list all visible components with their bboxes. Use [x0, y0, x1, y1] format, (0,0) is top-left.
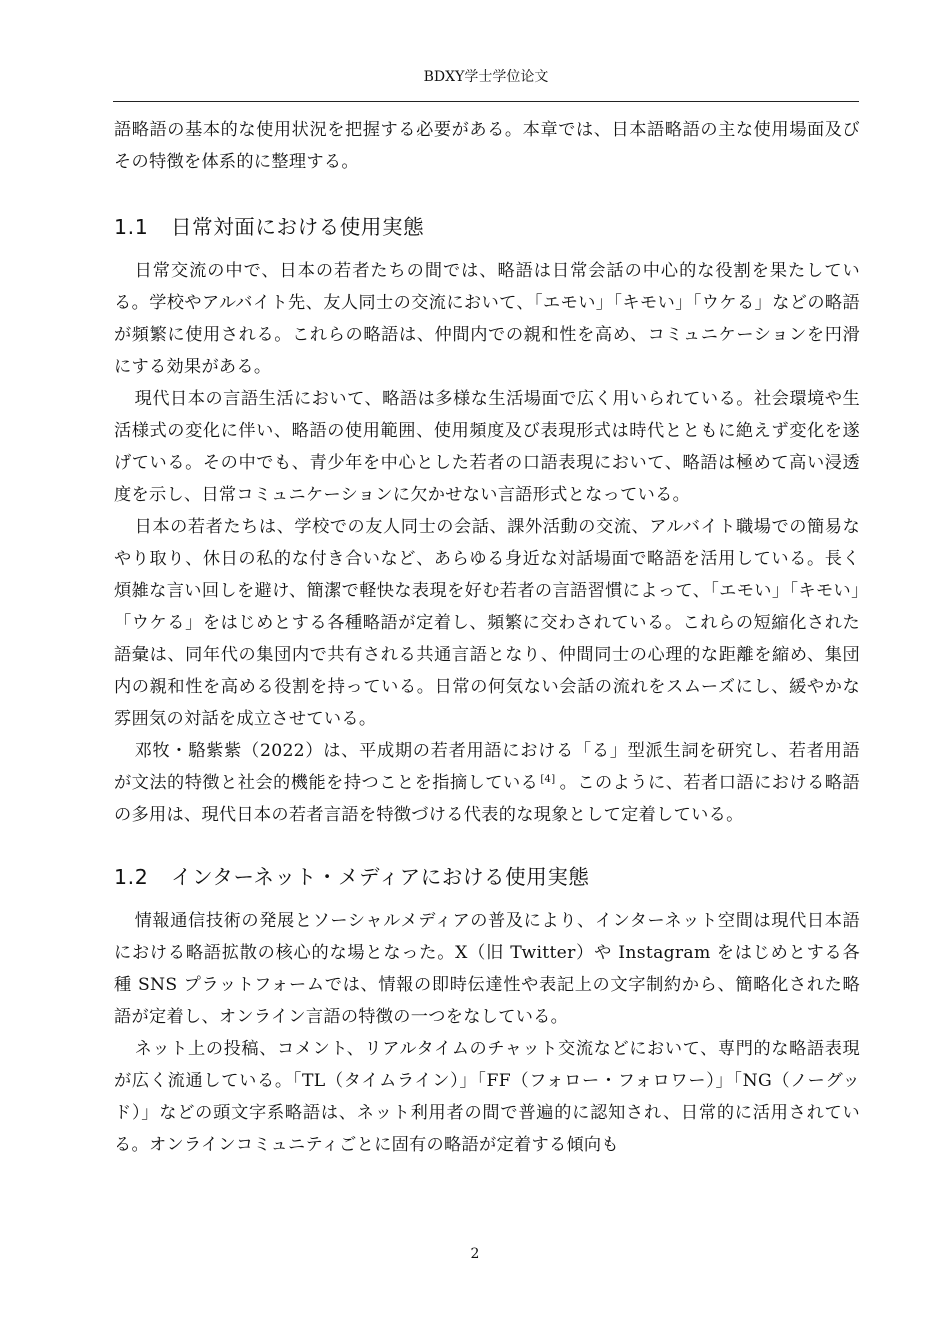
- paragraph: 日常交流の中で、日本の若者たちの間では、略語は日常会話の中心的な役割を果たしている。学校やアルバイト先、友人同士の交流において、「エモい」「キモい」「ウケる」などの略語が頻繁に使用される。これらの略語は、仲間内での親和性を高め、コミュニケーションを円滑にする効果がある。: [114, 261, 860, 377]
- page-body: [114, 114, 860, 1161]
- paragraph: 日本の若者たちは、学校での友人同士の会話、課外活動の交流、アルバイト職場での簡易なやり取り、休日の私的な付き合いなど、あらゆる身近な対話場面で略語を活用している。長く煩雑な言い回しを避け、簡潔で軽快な表現を好む若者の言語習慣によって、「エモい」「キモい」「ウケる」をはじめとする各種略語が定着し、頻繁に交わされている。これらの短縮化された語彙は、同年代の集団内で共有される共通言語となり、仲間同士の心理的な距離を縮め、集団内の親和性を高める役割を持っている。日常の何気ない会話の流れをスムーズにし、緩やかな雰囲気の対話を成立させている。: [114, 517, 860, 729]
- page-number: 2: [470, 1246, 480, 1262]
- intro-paragraph: 語略語の基本的な使用状況を把握する必要がある。本章では、日本語略語の主な使用場面及びその特徴を体系的に整理する。: [114, 120, 860, 172]
- paragraph-with-citation: [114, 735, 860, 831]
- section-heading-1-1: [114, 211, 860, 243]
- paragraph-text: 邓牧・駱紫紫（2022）は、平成期の若者用語における「る」型派生詞を研究し、若者用語が文法的特徴と社会的機能を持つことを指摘している: [114, 741, 860, 793]
- paragraph-text: 。このように、若者口語における略語の多用は、現代日本の若者言語を特徴づける代表的な現象として定着している。: [114, 773, 860, 825]
- section-number: 1.2: [114, 865, 149, 889]
- section-number: 1.1: [114, 215, 149, 239]
- section-title: 日常対面における使用実態: [171, 215, 425, 239]
- section-heading-1-2: [114, 861, 860, 893]
- citation-marker: [4]: [540, 774, 556, 785]
- paragraph: 現代日本の言語生活において、略語は多様な生活場面で広く用いられている。社会環境や生活様式の変化に伴い、略語の使用範囲、使用頻度及び表現形式は時代とともに絶えず変化を遂げている。その中でも、青少年を中心とした若者の口語表現において、略語は極めて高い浸透度を示し、日常コミュニケーションに欠かせない言語形式となっている。: [114, 389, 860, 505]
- paragraph: 情報通信技術の発展とソーシャルメディアの普及により、インターネット空間は現代日本語における略語拡散の核心的な場となった。X（旧 Twitter）や Instagram をはじめとする各種 SNS プラットフォームでは、情報の即時伝達性や表記上の文字制約から、簡略化された略語が定着し、オンライン言語の特徴の一つをなしている。: [114, 911, 860, 1027]
- paragraph: ネット上の投稿、コメント、リアルタイムのチャット交流などにおいて、専門的な略語表現が広く流通している。「TL（タイムライン）」「FF（フォロー・フォロワー）」「NG（ノーグッド）」などの頭文字系略語は、ネット利用者の間で普遍的に認知され、日常的に活用されている。オンラインコミュニティごとに固有の略語が定着する傾向も: [114, 1039, 860, 1155]
- running-header: BDXY学士学位论文: [113, 66, 859, 102]
- section-title: インターネット・メディアにおける使用実態: [171, 865, 590, 889]
